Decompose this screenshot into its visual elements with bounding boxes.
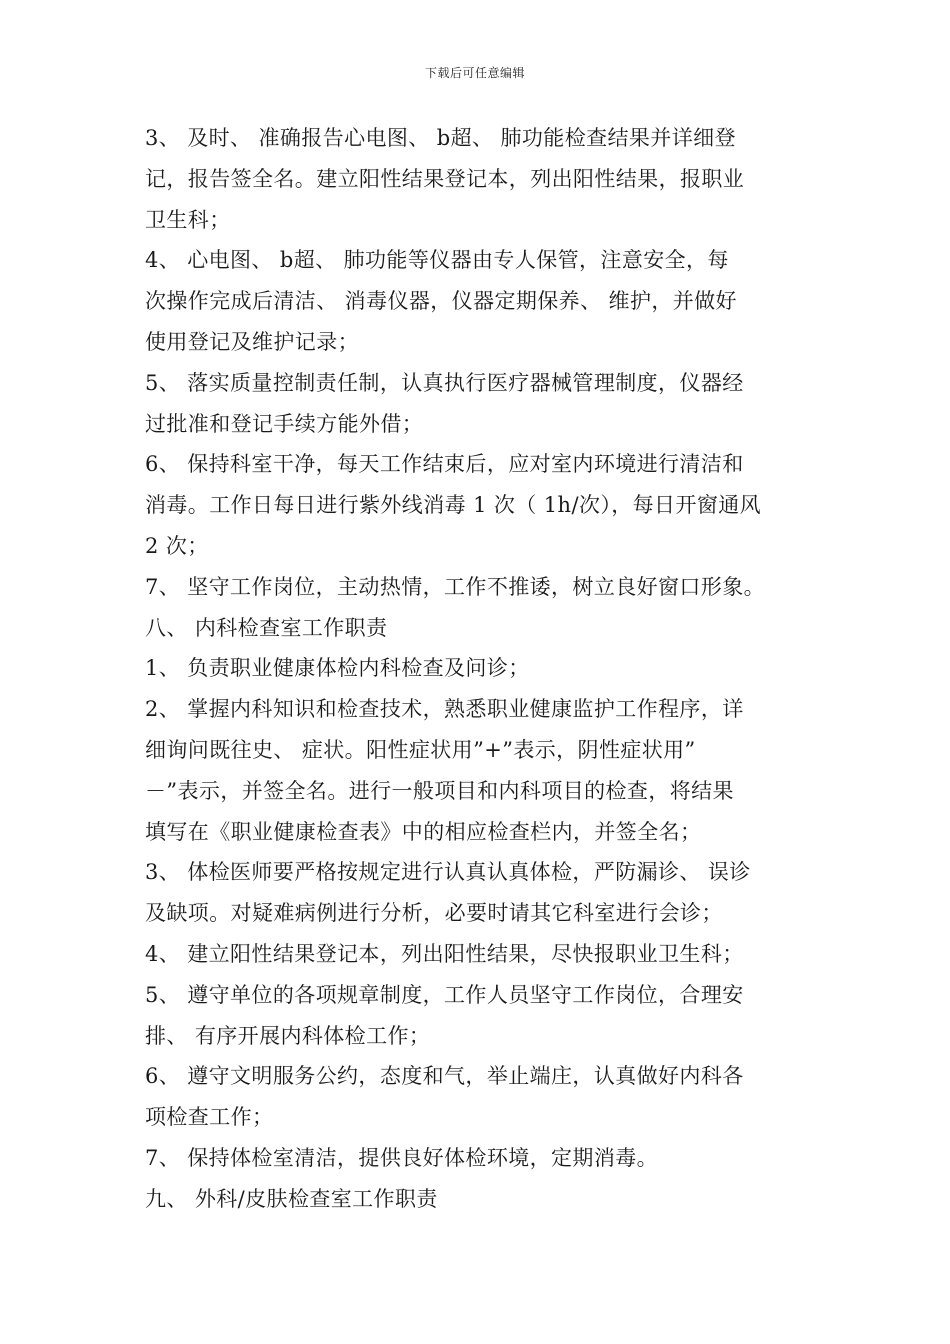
text-line: 3、 体检医师要严格按规定进行认真认真体检，严防漏诊、 误诊: [145, 860, 751, 885]
page-header: 下载后可任意编辑: [424, 66, 525, 80]
text-line: －”表示，并签全名。进行一般项目和内科项目的检查，将结果: [145, 778, 734, 803]
document-body: [145, 118, 815, 1220]
text-line: 使用登记及维护记录；: [145, 329, 359, 354]
text-line: 7、 保持体检室清洁，提供良好体检环境，定期消毒。: [145, 1145, 659, 1170]
text-line: 过批准和登记手续方能外借；: [145, 411, 424, 436]
text-line: 1、 负责职业健康体检内科检查及问诊；: [145, 656, 530, 681]
text-line: 卫生科；: [145, 207, 231, 232]
text-line: 3、 及时、 准确报告心电图、 b超、 肺功能检查结果并详细登: [145, 126, 736, 150]
text-line: 7、 坚守工作岗位，主动热情，工作不推诿，树立良好窗口形象。: [145, 574, 766, 599]
text-line: 及缺项。对疑难病例进行分析，必要时请其它科室进行会诊；: [145, 901, 723, 926]
text-line: 2 次；: [145, 533, 209, 558]
text-line: 6、 遵守文明服务公约，态度和气，举止端庄，认真做好内科各: [145, 1064, 744, 1089]
text-line: 5、 落实质量控制责任制，认真执行医疗器械管理制度，仪器经: [145, 370, 744, 395]
text-line: 填写在《职业健康检查表》中的相应检查栏内，并签全名；: [145, 819, 702, 844]
text-line: 消毒。工作日每日进行紫外线消毒 1 次（ 1h/次），每日开窗通风: [145, 493, 762, 518]
section-heading: 八、 内科检查室工作职责: [145, 615, 388, 640]
text-line: 项检查工作；: [145, 1105, 274, 1130]
text-line: 排、 有序开展内科体检工作；: [145, 1023, 431, 1048]
text-line: 次操作完成后清洁、 消毒仪器，仪器定期保养、 维护，并做好: [145, 289, 737, 314]
section-heading: 九、 外科/皮肤检查室工作职责: [145, 1186, 438, 1211]
text-line: 记，报告签全名。建立阳性结果登记本，列出阳性结果，报职业: [145, 166, 745, 191]
text-line: 细询问既往史、 症状。阳性症状用”+”表示，阴性症状用”: [145, 737, 696, 762]
text-line: 2、 掌握内科知识和检查技术，熟悉职业健康监护工作程序，详: [145, 697, 744, 722]
text-line: 4、 建立阳性结果登记本，列出阳性结果，尽快报职业卫生科；: [145, 941, 744, 966]
text-line: 4、 心电图、 b超、 肺功能等仪器由专人保管，注意安全，每: [145, 248, 729, 273]
text-line: 6、 保持科室干净，每天工作结束后，应对室内环境进行清洁和: [145, 452, 744, 477]
text-line: 5、 遵守单位的各项规章制度，工作人员坚守工作岗位，合理安: [145, 982, 744, 1007]
